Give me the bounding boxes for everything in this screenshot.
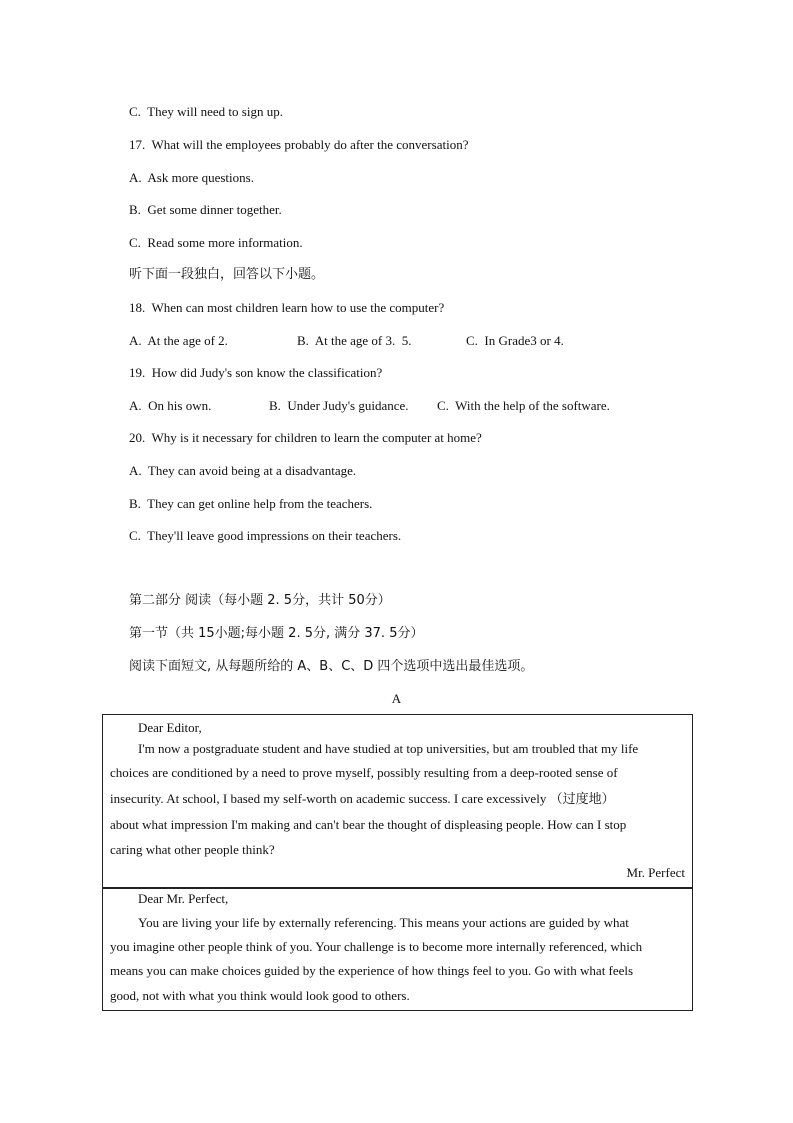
reading-instruction: 阅读下面短文, 从每题所给的 A、B、C、D 四个选项中选出最佳选项。 bbox=[129, 659, 534, 674]
reply-letter bbox=[102, 887, 693, 1011]
question-17: 17. What will the employees probably do after the conversation? bbox=[129, 137, 469, 152]
letter1-salutation: Dear Editor, bbox=[138, 720, 202, 735]
option-20b: B. They can get online help from the teachers. bbox=[129, 496, 373, 511]
monologue-instruction: 听下面一段独白，回答以下小题。 bbox=[129, 267, 325, 282]
option-19a: A. On his own. bbox=[129, 398, 212, 413]
section-one-title: 第一节（共 15小题;每小题 2. 5分, 满分 37. 5分） bbox=[129, 626, 424, 641]
option-18b: B. At the age of 3. 5. bbox=[297, 333, 412, 348]
letter2-line-4: good, not with what you think would look good to others. bbox=[110, 988, 410, 1003]
options-19 bbox=[129, 398, 689, 414]
letter-to-editor bbox=[102, 714, 693, 889]
option-18c: C. In Grade3 or 4. bbox=[466, 333, 564, 348]
option-17b: B. Get some dinner together. bbox=[129, 202, 282, 217]
letter2-line-2: you imagine other people think of you. Your challenge is to become more internally referenced, which bbox=[110, 939, 643, 954]
option-18a: A. At the age of 2. bbox=[129, 333, 228, 348]
passage-label: A bbox=[391, 691, 402, 706]
option-17a: A. Ask more questions. bbox=[129, 170, 254, 185]
options-18 bbox=[129, 333, 689, 349]
option-20c: C. They'll leave good impressions on their teachers. bbox=[129, 528, 402, 543]
question-20: 20. Why is it necessary for children to learn the computer at home? bbox=[129, 430, 482, 445]
letter1-signature: Mr. Perfect bbox=[626, 865, 685, 880]
letter2-line-3: means you can make choices guided by the experience of how things feel to you. Go with what feels bbox=[110, 963, 634, 978]
letter1-line-4: about what impression I'm making and can't bear the thought of displeasing people. How can I stop bbox=[110, 817, 627, 832]
letter1-line-1: I'm now a postgraduate student and have studied at top universities, but am troubled that my life bbox=[138, 741, 639, 756]
letter2-line-1: You are living your life by externally referencing. This means your actions are guided by what bbox=[138, 915, 629, 930]
letter1-line-3: insecurity. At school, I based my self-worth on academic success. I care excessively （过度地） bbox=[110, 791, 615, 806]
letter1-line-2: choices are conditioned by a need to prove myself, possibly resulting from a deep-rooted sense of bbox=[110, 765, 618, 780]
letter2-salutation: Dear Mr. Perfect, bbox=[138, 891, 229, 906]
letter1-line-5: caring what other people think? bbox=[110, 842, 275, 857]
option-19b: B. Under Judy's guidance. bbox=[269, 398, 409, 413]
part-two-title: 第二部分 阅读（每小题 2. 5分，共计 50分） bbox=[129, 593, 391, 608]
question-19: 19. How did Judy's son know the classification? bbox=[129, 365, 383, 380]
question-18: 18. When can most children learn how to use the computer? bbox=[129, 300, 445, 315]
option-19c: C. With the help of the software. bbox=[437, 398, 610, 413]
option-20a: A. They can avoid being at a disadvantage. bbox=[129, 463, 357, 478]
option-16c: C. They will need to sign up. bbox=[129, 104, 283, 119]
option-17c: C. Read some more information. bbox=[129, 235, 303, 250]
